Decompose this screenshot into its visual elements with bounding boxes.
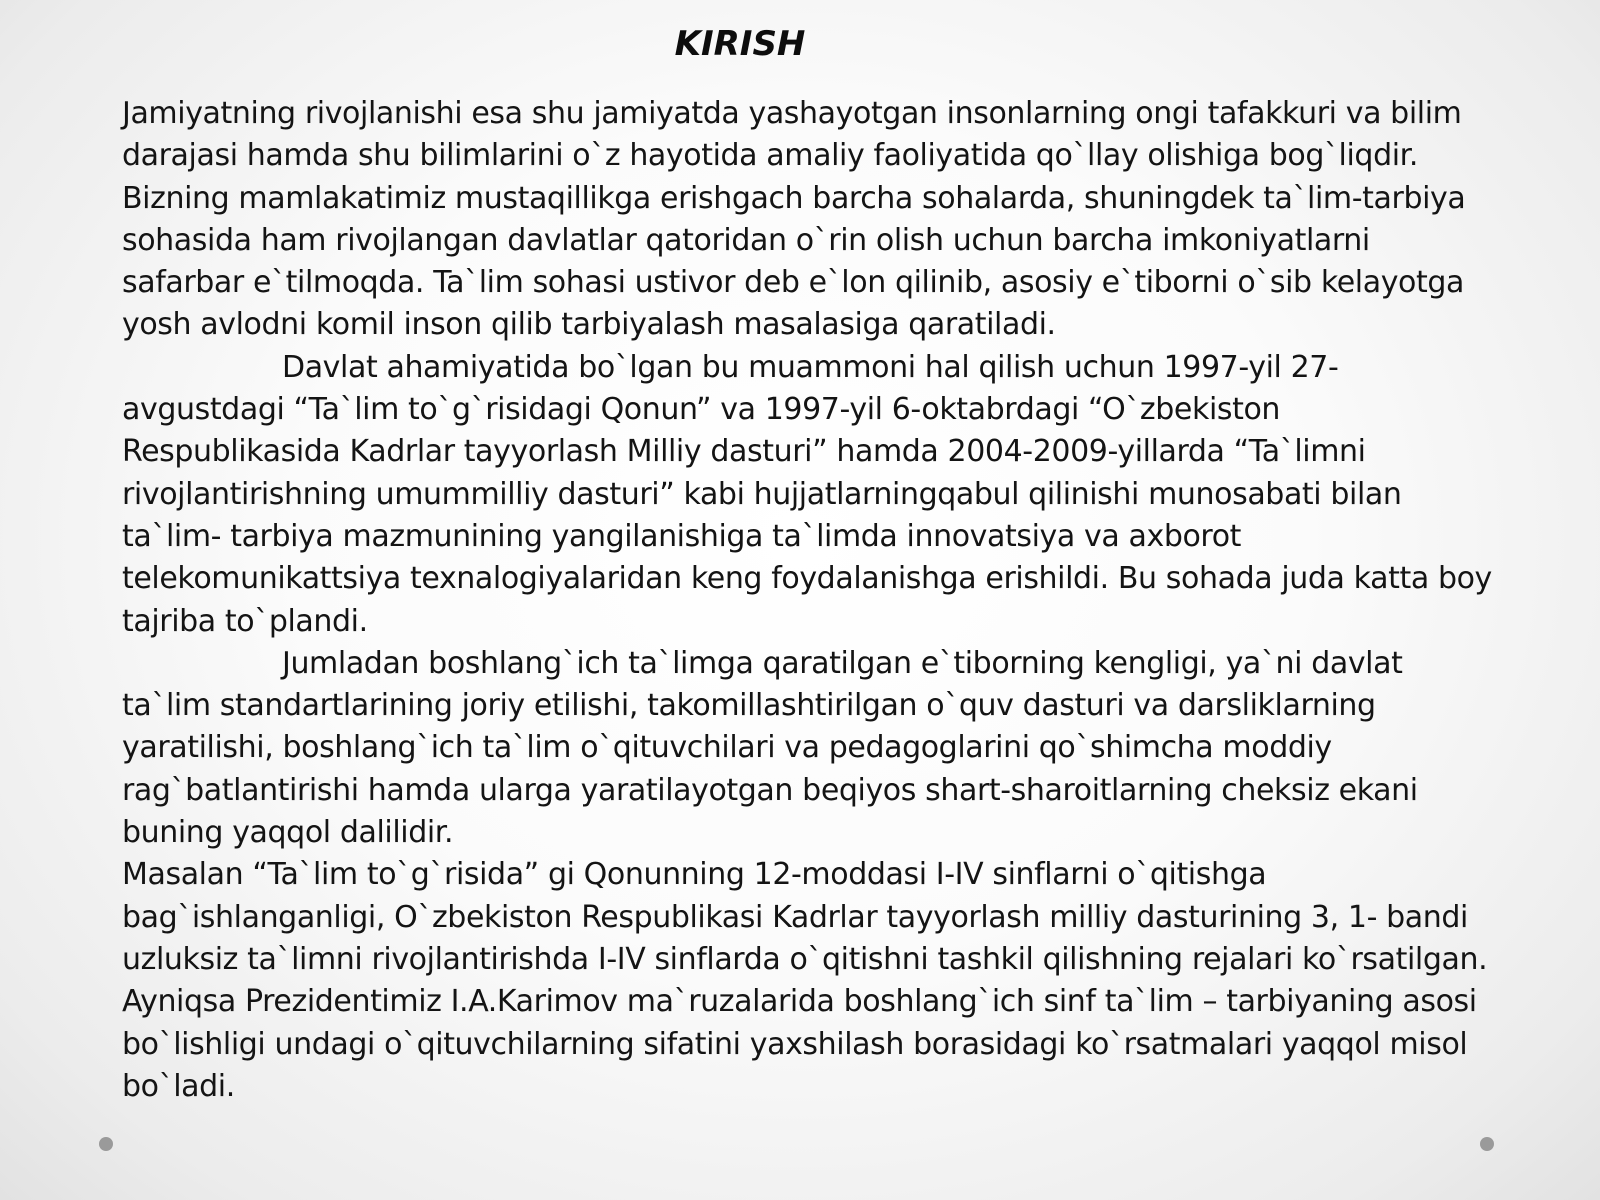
slide-title: KIRISH (674, 24, 806, 64)
slide-body (122, 93, 1492, 1108)
paragraph-intro: Jamiyatning rivojlanishi esa shu jamiyatda yashayotgan insonlarning ongi tafakkuri va bilim darajasi hamda shu bilimlarini o`z hayotida amaliy faoliyatida qo`llay olishiga bog`liqdir. Bizning mamlakatimiz mustaqillikga erishgach barcha sohalarda, shuningdek ta`lim-tarbiya sohasida ham rivojlangan davlatlar qatoridan o`rin olish uchun barcha imkoniyatlarni safarbar e`tilmoqda. Ta`lim sohasi ustivor deb e`lon qilinib, asosiy e`tiborni o`sib kelayotga yosh avlodni komil inson qilib tarbiyalash masalasiga qaratiladi. (122, 96, 1466, 343)
paragraph-example: Masalan “Ta`lim to`g`risida” gi Qonunning 12-moddasi I-IV sinflarni o`qitishga bag`ishlanganligi, O`zbekiston Respublikasi Kadrlar tayyorlash milliy dasturining 3, 1- bandi uzluksiz ta`limni rivojlantirishda I-IV sinflarda o`qitishni tashkil qilishning rejalari ko`rsatilgan. Ayniqsa Prezidentimiz I.A.Karimov ma`ruzalarida boshlang`ich sinf ta`lim – tarbiyaning asosi bo`lishligi undagi o`qituvchilarning sifatini yaxshilash borasidagi ko`rsatmalari yaqqol misol bo`ladi. (122, 857, 1488, 1104)
paragraph-primary-education: Jumladan boshlang`ich ta`limga qaratilgan e`tiborning kengligi, ya`ni davlat ta`lim standartlarining joriy etilishi, takomillashtirilgan o`quv dasturi va darsliklarning yaratilishi, boshlang`ich ta`lim o`qituvchilari va pedagoglarini qo`shimcha moddiy rag`batlantirishi hamda ularga yaratilayotgan beqiyos shart-sharoitlarning cheksiz ekani buning yaqqol dalilidir. (122, 645, 1418, 851)
paragraph-laws: Davlat ahamiyatida bo`lgan bu muammoni hal qilish uchun 1997-yil 27-avgustdagi “Ta`lim to`g`risidagi Qonun” va 1997-yil 6-oktabrdagi “O`zbekiston Respublikasida Kadrlar tayyorlash Milliy dasturi” hamda 2004-2009-yillarda “Ta`limni rivojlantirishning umummilliy dasturi” kabi hujjatlarningqabul qilinishi munosabati bilan ta`lim- tarbiya mazmunining yangilanishiga ta`limda innovatsiya va axborot telekomunikattsiya texnalogiyalaridan keng foydalanishga erishildi. Bu sohada juda katta boy tajriba to`plandi. (122, 349, 1492, 639)
bullet-dot-right-icon (1480, 1137, 1494, 1151)
bullet-dot-left-icon (99, 1137, 113, 1151)
